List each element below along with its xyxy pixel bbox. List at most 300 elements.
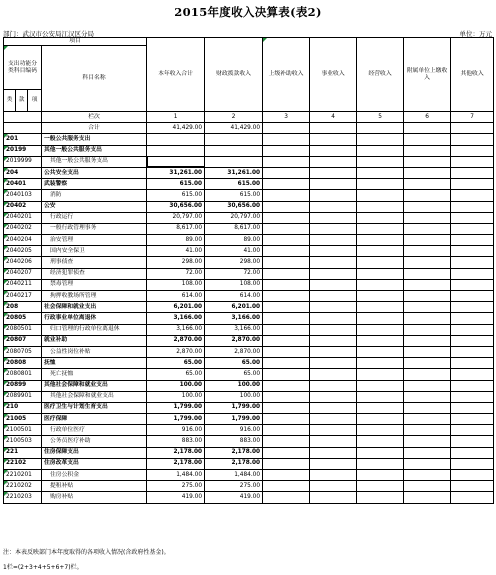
row-col7[interactable] (451, 470, 494, 481)
row-col6[interactable] (404, 268, 451, 279)
row-code: 2100501 (4, 425, 42, 436)
row-col7[interactable] (451, 190, 494, 201)
row-col6[interactable] (404, 313, 451, 324)
row-code: 210 (4, 402, 42, 413)
row-col7[interactable] (451, 380, 494, 391)
row-col6[interactable] (404, 179, 451, 190)
row-col2[interactable]: 275.00 (205, 481, 263, 492)
row-col7[interactable] (451, 436, 494, 447)
row-col2[interactable]: 614.00 (205, 291, 263, 302)
row-col7[interactable] (451, 212, 494, 223)
table-row (4, 380, 494, 391)
row-col4[interactable] (310, 134, 357, 145)
row-col6[interactable] (404, 346, 451, 357)
table-row (4, 369, 494, 380)
row-col4[interactable] (310, 235, 357, 246)
row-col2[interactable]: 65.00 (205, 358, 263, 369)
row-col2[interactable]: 2,870.00 (205, 346, 263, 357)
row-col2[interactable]: 65.00 (205, 369, 263, 380)
row-col3[interactable] (263, 391, 310, 402)
row-code: 2080801 (4, 369, 42, 380)
row-col1[interactable]: 298.00 (147, 257, 205, 268)
row-col2[interactable]: 6,201.00 (205, 302, 263, 313)
row-col5[interactable] (357, 313, 404, 324)
row-col2[interactable]: 20,797.00 (205, 212, 263, 223)
row-col2[interactable]: 100.00 (205, 391, 263, 402)
row-col3[interactable] (263, 470, 310, 481)
row-col2[interactable]: 2,178.00 (205, 447, 263, 458)
row-col2[interactable]: 615.00 (205, 190, 263, 201)
row-col7[interactable] (451, 481, 494, 492)
row-col7[interactable] (451, 246, 494, 257)
row-col2[interactable]: 883.00 (205, 436, 263, 447)
row-name: 行政事业单位离退休 (42, 313, 147, 324)
row-col5[interactable] (357, 414, 404, 425)
row-col2[interactable]: 72.00 (205, 268, 263, 279)
row-col5[interactable] (357, 346, 404, 357)
row-col3[interactable] (263, 302, 310, 313)
table-row (4, 458, 494, 469)
row-col5[interactable] (357, 212, 404, 223)
row-col7[interactable] (451, 369, 494, 380)
row-col3[interactable] (263, 335, 310, 346)
row-col1[interactable]: 89.00 (147, 235, 205, 246)
row-col7[interactable] (451, 335, 494, 346)
row-col2[interactable]: 419.00 (205, 492, 263, 503)
row-col5[interactable] (357, 425, 404, 436)
table-row (4, 156, 494, 167)
row-col3[interactable] (263, 402, 310, 413)
row-col3[interactable] (263, 268, 310, 279)
row-name: 其他一般公共服务支出 (42, 145, 147, 156)
row-col6[interactable] (404, 223, 451, 234)
row-col7[interactable] (451, 414, 494, 425)
row-col1[interactable]: 100.00 (147, 380, 205, 391)
row-code: 2089901 (4, 391, 42, 402)
row-col6[interactable] (404, 492, 451, 503)
row-col1[interactable]: 615.00 (147, 179, 205, 190)
row-col6[interactable] (404, 358, 451, 369)
table-row (4, 201, 494, 212)
row-col1[interactable]: 41.00 (147, 246, 205, 257)
row-col2[interactable]: 108.00 (205, 279, 263, 290)
row-col3[interactable] (263, 414, 310, 425)
row-col2[interactable] (205, 156, 263, 167)
row-col7[interactable] (451, 291, 494, 302)
row-col1[interactable]: 2,178.00 (147, 458, 205, 469)
row-col2[interactable]: 89.00 (205, 235, 263, 246)
row-col3[interactable] (263, 425, 310, 436)
row-col6[interactable] (404, 458, 451, 469)
row-col1[interactable]: 100.00 (147, 391, 205, 402)
row-code: 20808 (4, 358, 42, 369)
row-code: 2210202 (4, 481, 42, 492)
row-name: 行政运行 (42, 212, 147, 223)
row-col2[interactable]: 31,261.00 (205, 167, 263, 178)
row-col6[interactable] (404, 212, 451, 223)
row-col5[interactable] (357, 458, 404, 469)
row-col1[interactable]: 1,799.00 (147, 414, 205, 425)
row-col5[interactable] (357, 402, 404, 413)
row-col6[interactable] (404, 335, 451, 346)
row-col3[interactable] (263, 201, 310, 212)
row-col6[interactable] (404, 145, 451, 156)
row-code: 2210203 (4, 492, 42, 503)
row-name: 经济犯罪侦查 (42, 268, 147, 279)
row-col7[interactable] (451, 134, 494, 145)
row-col1[interactable]: 1,799.00 (147, 402, 205, 413)
row-col7[interactable] (451, 324, 494, 335)
row-name: 治安管理 (42, 235, 147, 246)
row-col5[interactable] (357, 447, 404, 458)
row-code: 2040217 (4, 291, 42, 302)
row-col7[interactable] (451, 346, 494, 357)
row-col5[interactable] (357, 436, 404, 447)
row-col5[interactable] (357, 235, 404, 246)
row-col1[interactable] (147, 134, 205, 145)
row-col4[interactable] (310, 223, 357, 234)
row-col7[interactable] (451, 391, 494, 402)
row-col1[interactable]: 3,166.00 (147, 313, 205, 324)
row-col5[interactable] (357, 268, 404, 279)
row-col3[interactable] (263, 134, 310, 145)
row-col6[interactable] (404, 425, 451, 436)
row-col4[interactable] (310, 414, 357, 425)
total-label: 合计 (42, 123, 147, 134)
row-col6[interactable] (404, 391, 451, 402)
seq-row (4, 112, 494, 123)
row-col1[interactable]: 3,166.00 (147, 324, 205, 335)
row-col3[interactable] (263, 358, 310, 369)
row-col1[interactable]: 2,870.00 (147, 346, 205, 357)
row-col7[interactable] (451, 302, 494, 313)
row-code: 204 (4, 167, 42, 178)
row-col5[interactable] (357, 492, 404, 503)
row-code: 20805 (4, 313, 42, 324)
row-col6[interactable] (404, 369, 451, 380)
row-col4[interactable] (310, 470, 357, 481)
row-col5[interactable] (357, 470, 404, 481)
row-col1[interactable]: 65.00 (147, 369, 205, 380)
row-col4[interactable] (310, 302, 357, 313)
table-row (4, 212, 494, 223)
row-col3[interactable] (263, 458, 310, 469)
row-code: 21005 (4, 414, 42, 425)
row-col2[interactable] (205, 134, 263, 145)
row-col2[interactable]: 3,166.00 (205, 313, 263, 324)
row-col4[interactable] (310, 291, 357, 302)
row-col3[interactable] (263, 145, 310, 156)
table-row (4, 492, 494, 503)
row-col4[interactable] (310, 458, 357, 469)
row-col2[interactable]: 1,799.00 (205, 414, 263, 425)
row-code: 2040206 (4, 257, 42, 268)
row-col5[interactable] (357, 223, 404, 234)
row-col6[interactable] (404, 302, 451, 313)
row-col7[interactable] (451, 179, 494, 190)
row-col5[interactable] (357, 380, 404, 391)
row-name: 提租补贴 (42, 481, 147, 492)
row-col1[interactable]: 30,656.00 (147, 201, 205, 212)
row-col6[interactable] (404, 447, 451, 458)
row-col4[interactable] (310, 145, 357, 156)
row-col4[interactable] (310, 369, 357, 380)
row-col6[interactable] (404, 246, 451, 257)
row-code: 221 (4, 447, 42, 458)
row-name: 行政单位医疗 (42, 425, 147, 436)
row-col2[interactable]: 2,870.00 (205, 335, 263, 346)
row-col7[interactable] (451, 235, 494, 246)
row-col6[interactable] (404, 279, 451, 290)
row-col6[interactable] (404, 470, 451, 481)
row-col1[interactable]: 31,261.00 (147, 167, 205, 178)
row-col6[interactable] (404, 291, 451, 302)
row-col3[interactable] (263, 447, 310, 458)
row-col2[interactable]: 30,656.00 (205, 201, 263, 212)
row-col6[interactable] (404, 380, 451, 391)
header-col2: 财政拨款收入 (205, 38, 263, 112)
row-col3[interactable] (263, 156, 310, 167)
header-kuan: 款 (16, 90, 28, 112)
row-col7[interactable] (451, 313, 494, 324)
row-col5[interactable] (357, 190, 404, 201)
row-name: 住房保障支出 (42, 447, 147, 458)
department-label: 部门：武汉市公安局江汉区分局 (3, 30, 94, 38)
row-col1[interactable] (147, 156, 205, 167)
row-col5[interactable] (357, 369, 404, 380)
row-col1[interactable]: 419.00 (147, 492, 205, 503)
row-col6[interactable] (404, 481, 451, 492)
row-col4[interactable] (310, 391, 357, 402)
row-code: 20199 (4, 145, 42, 156)
row-col6[interactable] (404, 235, 451, 246)
table-row (4, 223, 494, 234)
row-col1[interactable]: 615.00 (147, 190, 205, 201)
total-col2: 41,429.00 (205, 123, 263, 134)
seq-num: 3 (263, 112, 310, 123)
row-col5[interactable] (357, 134, 404, 145)
row-col3[interactable] (263, 481, 310, 492)
row-col4[interactable] (310, 402, 357, 413)
row-col7[interactable] (451, 201, 494, 212)
row-col6[interactable] (404, 167, 451, 178)
table-row (4, 313, 494, 324)
row-col4[interactable] (310, 257, 357, 268)
row-col4[interactable] (310, 190, 357, 201)
row-col1[interactable]: 614.00 (147, 291, 205, 302)
row-col3[interactable] (263, 291, 310, 302)
row-col5[interactable] (357, 335, 404, 346)
row-col1[interactable]: 108.00 (147, 279, 205, 290)
row-col4[interactable] (310, 481, 357, 492)
row-col1[interactable]: 65.00 (147, 358, 205, 369)
row-name: 归口管理的行政单位离退休 (42, 324, 147, 335)
row-name: 购房补贴 (42, 492, 147, 503)
row-col1[interactable]: 275.00 (147, 481, 205, 492)
row-col5[interactable] (357, 167, 404, 178)
row-col7[interactable] (451, 145, 494, 156)
row-col2[interactable]: 615.00 (205, 179, 263, 190)
row-col7[interactable] (451, 458, 494, 469)
seq-num: 4 (310, 112, 357, 123)
row-col4[interactable] (310, 346, 357, 357)
row-col7[interactable] (451, 279, 494, 290)
row-col7[interactable] (451, 447, 494, 458)
row-col5[interactable] (357, 358, 404, 369)
row-col4[interactable] (310, 156, 357, 167)
row-col5[interactable] (357, 291, 404, 302)
row-col2[interactable]: 3,166.00 (205, 324, 263, 335)
row-name: 抚恤 (42, 358, 147, 369)
row-col3[interactable] (263, 212, 310, 223)
row-name: 拘押收教场所管理 (42, 291, 147, 302)
row-col4[interactable] (310, 313, 357, 324)
row-col4[interactable] (310, 447, 357, 458)
table-row (4, 358, 494, 369)
row-name: 医疗卫生与计划生育支出 (42, 402, 147, 413)
row-col3[interactable] (263, 313, 310, 324)
row-name: 公安 (42, 201, 147, 212)
row-col1[interactable]: 2,178.00 (147, 447, 205, 458)
table-row (4, 335, 494, 346)
table-row (4, 402, 494, 413)
row-col1[interactable]: 883.00 (147, 436, 205, 447)
row-col3[interactable] (263, 223, 310, 234)
row-col1[interactable]: 20,797.00 (147, 212, 205, 223)
row-col3[interactable] (263, 369, 310, 380)
table-row (4, 235, 494, 246)
header-col7: 其他收入 (451, 38, 494, 112)
row-col7[interactable] (451, 402, 494, 413)
row-col6[interactable] (404, 402, 451, 413)
row-col7[interactable] (451, 268, 494, 279)
row-col6[interactable] (404, 190, 451, 201)
row-col4[interactable] (310, 179, 357, 190)
row-col1[interactable]: 8,617.00 (147, 223, 205, 234)
row-col5[interactable] (357, 302, 404, 313)
table-row (4, 291, 494, 302)
row-col2[interactable]: 916.00 (205, 425, 263, 436)
row-col3[interactable] (263, 179, 310, 190)
header-col5: 经营收入 (357, 38, 404, 112)
row-col1[interactable]: 6,201.00 (147, 302, 205, 313)
row-col3[interactable] (263, 492, 310, 503)
row-col7[interactable] (451, 358, 494, 369)
row-col2[interactable]: 2,178.00 (205, 458, 263, 469)
row-col3[interactable] (263, 235, 310, 246)
row-col5[interactable] (357, 481, 404, 492)
row-col2[interactable]: 1,484.00 (205, 470, 263, 481)
row-col5[interactable] (357, 156, 404, 167)
row-col4[interactable] (310, 279, 357, 290)
table-row (4, 425, 494, 436)
row-code: 20402 (4, 201, 42, 212)
row-col4[interactable] (310, 246, 357, 257)
row-col5[interactable] (357, 246, 404, 257)
row-col5[interactable] (357, 257, 404, 268)
row-name: 医疗保障 (42, 414, 147, 425)
row-col2[interactable] (205, 145, 263, 156)
row-col4[interactable] (310, 380, 357, 391)
table-row (4, 246, 494, 257)
row-col1[interactable]: 2,870.00 (147, 335, 205, 346)
table-row (4, 481, 494, 492)
row-col6[interactable] (404, 257, 451, 268)
row-col2[interactable]: 298.00 (205, 257, 263, 268)
row-col4[interactable] (310, 436, 357, 447)
row-col3[interactable] (263, 380, 310, 391)
row-col6[interactable] (404, 134, 451, 145)
row-col7[interactable] (451, 257, 494, 268)
row-code: 20401 (4, 179, 42, 190)
row-col2[interactable]: 100.00 (205, 380, 263, 391)
row-col5[interactable] (357, 391, 404, 402)
row-col4[interactable] (310, 167, 357, 178)
row-col6[interactable] (404, 414, 451, 425)
row-col3[interactable] (263, 246, 310, 257)
row-col4[interactable] (310, 492, 357, 503)
row-col4[interactable] (310, 425, 357, 436)
row-col3[interactable] (263, 257, 310, 268)
row-col7[interactable] (451, 425, 494, 436)
table-row (4, 346, 494, 357)
row-col2[interactable]: 41.00 (205, 246, 263, 257)
seq-num: 6 (404, 112, 451, 123)
row-col7[interactable] (451, 156, 494, 167)
row-col7[interactable] (451, 492, 494, 503)
row-code: 2040204 (4, 235, 42, 246)
row-col6[interactable] (404, 324, 451, 335)
row-col7[interactable] (451, 167, 494, 178)
row-col4[interactable] (310, 358, 357, 369)
row-col2[interactable]: 8,617.00 (205, 223, 263, 234)
row-col6[interactable] (404, 436, 451, 447)
row-col5[interactable] (357, 179, 404, 190)
row-col1[interactable] (147, 145, 205, 156)
row-col4[interactable] (310, 201, 357, 212)
row-name: 住房公积金 (42, 470, 147, 481)
row-col7[interactable] (451, 223, 494, 234)
row-col4[interactable] (310, 212, 357, 223)
row-col3[interactable] (263, 436, 310, 447)
row-col5[interactable] (357, 145, 404, 156)
row-col3[interactable] (263, 167, 310, 178)
row-col1[interactable]: 1,484.00 (147, 470, 205, 481)
row-col4[interactable] (310, 324, 357, 335)
row-col3[interactable] (263, 346, 310, 357)
row-col4[interactable] (310, 268, 357, 279)
row-name: 公共安全支出 (42, 167, 147, 178)
table-row (4, 179, 494, 190)
row-col2[interactable]: 1,799.00 (205, 402, 263, 413)
row-col3[interactable] (263, 190, 310, 201)
row-col3[interactable] (263, 279, 310, 290)
row-code: 2040207 (4, 268, 42, 279)
table-row (4, 414, 494, 425)
row-col3[interactable] (263, 324, 310, 335)
row-col5[interactable] (357, 324, 404, 335)
row-name: 住房改革支出 (42, 458, 147, 469)
row-col5[interactable] (357, 279, 404, 290)
row-col6[interactable] (404, 201, 451, 212)
row-col4[interactable] (310, 335, 357, 346)
row-col5[interactable] (357, 201, 404, 212)
row-col1[interactable]: 916.00 (147, 425, 205, 436)
row-name: 公益性岗位补贴 (42, 346, 147, 357)
table-row (4, 190, 494, 201)
row-col1[interactable]: 72.00 (147, 268, 205, 279)
row-col6[interactable] (404, 156, 451, 167)
